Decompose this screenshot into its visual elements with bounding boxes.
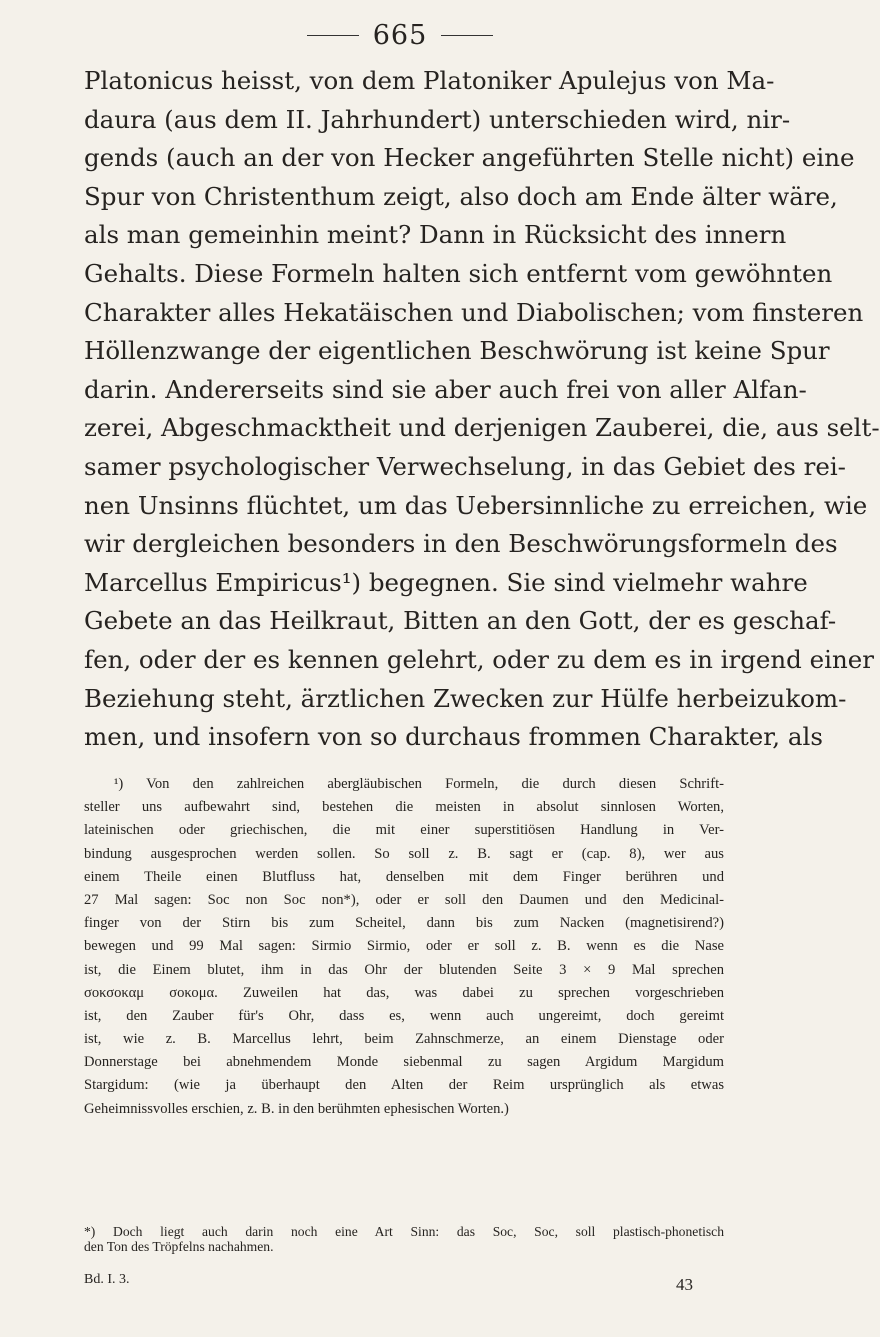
text-line: daura (aus dem II. Jahrhundert) unterschieden wird, nir- <box>84 104 791 134</box>
footnote-line: ist, die Einem blutet, ihm in das Ohr der blutenden Seite 3 × 9 Mal sprechen <box>84 961 724 978</box>
footnote-line: finger von der Stirn bis zum Scheitel, dann bis zum Nacken (magnetisirend?) <box>84 915 724 932</box>
text-line: Charakter alles Hekatäischen und Diabolischen; vom finsteren <box>84 297 864 327</box>
footnote-line: Stargidum: (wie ja überhaupt den Alten der Reim ursprünglich als etwas <box>84 1077 724 1094</box>
footnote-line: den Ton des Tröpfelns nachahmen. <box>84 1239 274 1254</box>
text-line: Platonicus heisst, von dem Platoniker Apulejus von Ma- <box>84 66 775 95</box>
footnote-line: steller uns aufbewahrt sind, bestehen die meisten in absolut sinnlosen Worten, <box>84 799 724 816</box>
footnote-line: ist, den Zauber für's Ohr, dass es, wenn auch ungereimt, doch gereimt <box>84 1007 724 1024</box>
footnote-line: bindung ausgesprochen werden sollen. So soll z. B. sagt er (cap. 8), wer aus <box>84 845 724 862</box>
text-line: fen, oder der es kennen gelehrt, oder zu dem es in irgend einer <box>84 644 874 674</box>
footnote-line: lateinischen oder griechischen, die mit einer superstitiösen Handlung in Ver- <box>84 822 724 839</box>
text-line: wir dergleichen besonders in den Beschwörungsformeln des <box>84 529 838 559</box>
page-number: 665 <box>372 20 428 51</box>
text-line: darin. Andererseits sind sie aber auch frei von aller Alfan- <box>84 374 807 404</box>
text-line: Höllenzwange der eigentlichen Beschwörung ist keine Spur <box>84 336 830 366</box>
footnote-2 <box>84 1224 724 1254</box>
footnote-line: einem Theile einen Blutfluss hat, denselben mit dem Finger berühren und <box>84 868 724 885</box>
footnote-line: 27 Mal sagen: Soc non Soc non*), oder er soll den Daumen und den Medicinal- <box>84 891 724 908</box>
footnote-line: Geheimnissvolles erschien, z. B. in den berühmten ephesischen Worten.) <box>84 1100 509 1117</box>
text-line: Beziehung steht, ärztlichen Zwecken zur Hülfe herbeizukom- <box>84 683 847 713</box>
footnote-line: *) Doch liegt auch darin noch eine Art Sinn: das Soc, Soc, soll plastisch-phonetisch <box>84 1224 724 1239</box>
text-line: zerei, Abgeschmacktheit und derjenigen Zauberei, die, aus selt- <box>84 413 880 443</box>
text-line: Spur von Christenthum zeigt, also doch am Ende älter wäre, <box>84 181 838 211</box>
footnote-line: ¹) Von den zahlreichen abergläubischen Formeln, die durch diesen Schrift- <box>114 776 724 792</box>
volume-signature: Bd. I. 3. <box>84 1272 130 1287</box>
main-paragraph <box>84 62 880 757</box>
text-line: men, und insofern von so durchaus frommen Charakter, als <box>84 722 823 752</box>
text-line: Gebete an das Heilkraut, Bitten an den Gott, der es geschaf- <box>84 606 837 636</box>
sheet-number: 43 <box>676 1275 693 1294</box>
footnote-1 <box>84 773 724 1121</box>
footnote-line: bewegen und 99 Mal sagen: Sirmio Sirmio, oder er soll z. B. wenn es die Nase <box>84 938 724 955</box>
header-rule-right <box>441 35 493 36</box>
header-rule-left <box>307 35 359 36</box>
text-line: Marcellus Empiricus¹) begegnen. Sie sind vielmehr wahre <box>84 567 808 597</box>
footnote-line: Donnerstage bei abnehmendem Monde siebenmal zu sagen Argidum Margidum <box>84 1054 724 1071</box>
text-line: gends (auch an der von Hecker angeführten Stelle nicht) eine <box>84 143 855 173</box>
page-header <box>0 20 800 51</box>
footnote-line: σοκσοκαμ σοκομα. Zuweilen hat das, was dabei zu sprechen vorgeschrieben <box>84 984 724 1001</box>
text-line: Gehalts. Diese Formeln halten sich entfernt vom gewöhnten <box>84 258 833 288</box>
text-line: nen Unsinns flüchtet, um das Uebersinnliche zu erreichen, wie <box>84 490 868 520</box>
footnote-line: ist, wie z. B. Marcellus lehrt, beim Zahnschmerze, an einem Dienstage oder <box>84 1031 724 1048</box>
text-line: als man gemeinhin meint? Dann in Rücksicht des innern <box>84 220 787 250</box>
text-line: samer psychologischer Verwechselung, in das Gebiet des rei- <box>84 451 846 481</box>
